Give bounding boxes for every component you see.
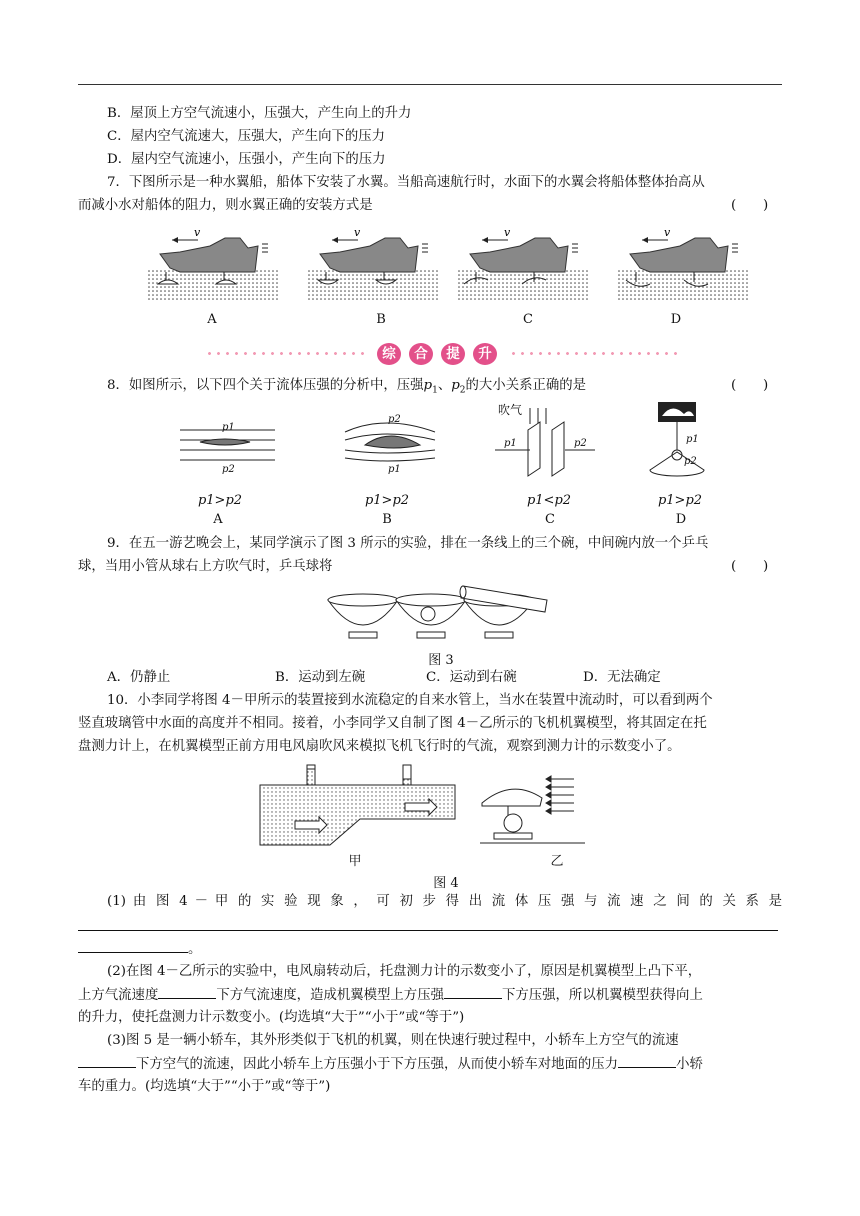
q10-stem-line2: 竖直玻璃管中水面的高度并不相同。接着，小李同学又自制了图 4－乙所示的飞机机翼模型，将其固定在托 (78, 716, 707, 731)
q7-stem-line1: 7．下图所示是一种水翼船，船体下安装了水翼。当船高速航行时，水面下的水翼会将船体整体抬高从 (107, 175, 705, 190)
svg-text:p1: p1 (388, 464, 401, 475)
three-bowls-figure (325, 578, 555, 643)
svg-text:p2: p2 (388, 414, 401, 425)
answer-blank[interactable] (158, 986, 216, 999)
fig4-label-yi: 乙 (550, 854, 564, 869)
q8-stem: 8．如图所示，以下四个关于流体压强的分析中，压强$p_1$、$p_2$的大小关系正确的是 (107, 378, 587, 396)
q10-sub3-line1: (3)图 5 是一辆小轿车，其外形类似于飞机的机翼，则在快速行驶过程中，小轿车上方空气的流速 (107, 1033, 679, 1048)
diagram-b (345, 414, 435, 475)
boat-option-a (148, 226, 278, 302)
svg-text:p1: p1 (686, 434, 699, 445)
q8-relation-b: p1>p2 (364, 493, 410, 508)
velocity-label: v (504, 226, 511, 239)
svg-text:p1: p1 (504, 438, 517, 449)
q10-sub3-line3: 车的重力。(均选填“大于”“小于”或“等于”) (78, 1079, 331, 1094)
answer-blank-line[interactable] (78, 930, 778, 931)
diagram-d (650, 402, 704, 476)
svg-text:p2: p2 (222, 464, 235, 475)
velocity-label: v (354, 226, 361, 239)
option-c: C．屋内空气流速大，压强大，产生向下的压力 (107, 129, 386, 144)
velocity-label: v (664, 226, 671, 239)
section-banner (205, 343, 680, 365)
boat-option-d (618, 226, 748, 302)
q8-label-a: A (213, 512, 223, 527)
answer-blank[interactable] (618, 1055, 676, 1068)
q9-answer-paren: ( ) (731, 559, 769, 574)
q7-stem-line2: 而减小水对船体的阻力，则水翼正确的安装方式是 (78, 198, 373, 213)
svg-text:p2: p2 (684, 456, 697, 467)
boat-option-c (458, 226, 588, 302)
diagram-c (495, 402, 595, 476)
q10-sub3-line2: 下方空气的流速，因此小轿车上方压强小于下方压强，从而使小轿车对地面的压力 小轿 (78, 1055, 703, 1074)
q10-sub2-line1: (2)在图 4－乙所示的实验中，电风扇转动后，托盘测力计的示数变小了，原因是机翼模型上凸下平， (107, 964, 702, 979)
q10-stem-line3: 盘测力计上，在机翼模型正前方用电风扇吹风来模拟飞机飞行时的气流，观察到测力计的示数变小了。 (78, 739, 681, 754)
banner-char: 合 (409, 343, 433, 365)
fig4-apparatus (255, 763, 585, 848)
svg-text:p1: p1 (222, 422, 235, 433)
pipe-apparatus-jia (260, 765, 455, 845)
q9-option-b: B．运动到左碗 (275, 670, 366, 685)
boat-option-b (308, 226, 438, 302)
diagram-a (180, 422, 275, 475)
svg-text:p2: p2 (574, 438, 587, 449)
fig4-caption: 图 4 (433, 876, 459, 891)
banner-char: 提 (441, 343, 465, 365)
q8-label-d: D (675, 512, 687, 527)
q7-label-c: C (523, 312, 533, 327)
q7-label-a: A (207, 312, 217, 327)
option-d: D．屋内空气流速小，压强小，产生向下的压力 (107, 152, 386, 167)
q10-sub1-end: 。 (78, 940, 201, 959)
q10-sub2-line2: 上方气流速度 下方气流速度，造成机翼模型上方压强 下方压强，所以机翼模型获得向上 (78, 988, 703, 1003)
banner-char: 综 (377, 343, 401, 365)
q7-label-b: B (376, 312, 386, 327)
answer-blank[interactable] (78, 940, 188, 953)
banner-char: 升 (473, 343, 497, 365)
q8-relation-c: p1<p2 (526, 493, 572, 508)
velocity-label: v (194, 226, 201, 239)
q9-option-d: D．无法确定 (583, 670, 661, 685)
q7-label-d: D (670, 312, 682, 327)
answer-blank[interactable] (444, 986, 502, 999)
fig4-label-jia: 甲 (348, 854, 362, 869)
q9-option-a: A．仍静止 (107, 670, 171, 685)
q9-option-c: C．运动到右碗 (426, 670, 517, 685)
fig3-caption: 图 3 (428, 653, 454, 668)
q9-stem-line2: 球，当用小管从球右上方吹气时，乒乓球将 (78, 559, 333, 574)
q10-stem-line1: 10．小李同学将图 4－甲所示的装置接到水流稳定的自来水管上，当水在装置中流动时，可以看到两个 (107, 693, 713, 708)
blow-label: 吹气 (498, 403, 523, 417)
q8-relation-d: p1>p2 (657, 493, 703, 508)
q10-sub2-line3: 的升力，使托盘测力计示数变小。(均选填“大于”“小于”或“等于”) (78, 1010, 465, 1025)
q7-answer-paren: ( ) (731, 198, 769, 213)
q10-sub1-line1: (1) 由 图 4 － 甲 的 实 验 现 象 ， 可 初 步 得 出 流 体 压 强 与 流 速 之 间 的 关 系 是 (107, 894, 782, 909)
q8-label-b: B (382, 512, 392, 527)
q8-label-c: C (545, 512, 555, 527)
q9-stem-line1: 9．在五一游艺晚会上，某同学演示了图 3 所示的实验，排在一条线上的三个碗，中间碗内放一个乒乓 (107, 536, 709, 551)
option-b: B．屋顶上方空气流速小，压强大，产生向上的升力 (107, 106, 412, 121)
wing-model-yi (480, 771, 585, 843)
hydrofoil-boats-figure (140, 222, 760, 308)
answer-blank[interactable] (78, 1055, 136, 1068)
fluid-pressure-figure (170, 400, 730, 480)
header-rule (78, 84, 782, 85)
q8-relation-a: p1>p2 (197, 493, 243, 508)
q8-answer-paren: ( ) (731, 378, 769, 393)
